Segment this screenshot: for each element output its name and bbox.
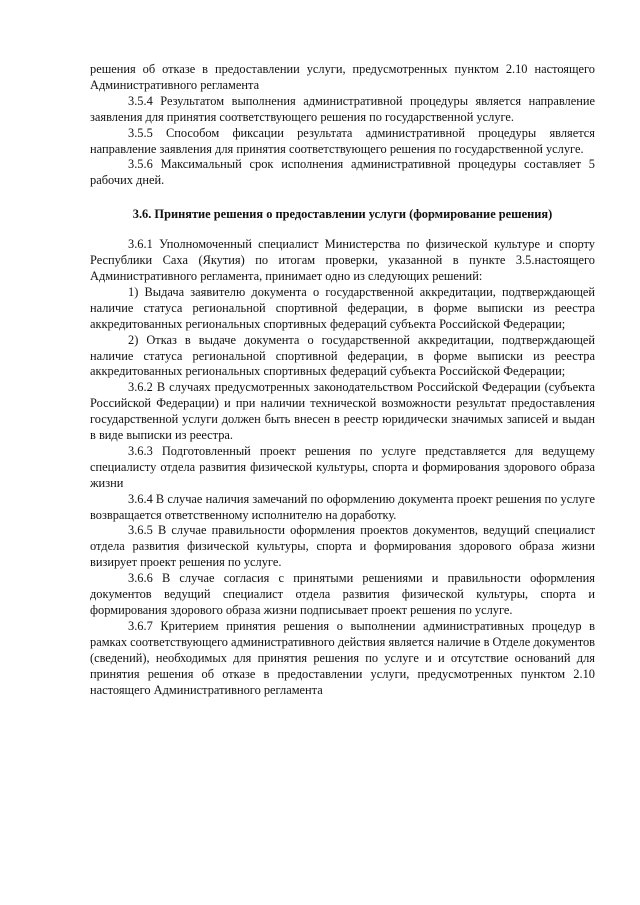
- section-heading: 3.6. Принятие решения о предоставлении услуги (формирование решения): [132, 207, 553, 222]
- paragraph-3-6-6: 3.6.6 В случае согласия с принятыми решениями и правильности оформления документов ведущий специалист отдела развития физической культуры, спорта и формирования здорового образа жизни подписывает проект решения по услуге.: [90, 571, 595, 617]
- paragraph-3-5-6: 3.5.6 Максимальный срок исполнения административной процедуры составляет 5 рабочих дней.: [90, 157, 595, 188]
- paragraph-3-6-1: 3.6.1 Уполномоченный специалист Министерства по физической культуре и спорту Республики Саха (Якутия) по итогам проверки, указанной в пункте 3.5.настоящего Административного регламента, принимает одно из следующих решений:: [90, 237, 595, 283]
- paragraph-3-6-7: 3.6.7 Критерием принятия решения о выполнении административных процедур в рамках соответствующего административного действия является наличие в Отделе документов (сведений), необходимых для принятия решения по услуге и и отсутствие оснований для принятия решения об отказе в предоставлении услуги, предусмотренных пунктом 2.10 настоящего Административного регламента: [90, 618, 595, 697]
- document-page: [90, 62, 595, 698]
- paragraph-item-2: 2) Отказ в выдаче документа о государственной аккредитации, подтверждающей наличие статуса региональной спортивной федерации, в форме выписки из реестра аккредитованных региональных спортивных федераций субъекта Российской Федерации;: [90, 332, 595, 379]
- paragraph-3-6-4: 3.6.4 В случае наличия замечаний по оформлению документа проект решения по услуге возвращается ответственному исполнителю на доработку.: [90, 491, 595, 522]
- paragraph-item-1: 1) Выдача заявителю документа о государственной аккредитации, подтверждающей наличие статуса региональной спортивной федерации, в форме выписки из реестра аккредитованных региональных спортивных федераций субъекта Российской Федерации;: [90, 284, 595, 331]
- paragraph-3-6-5: 3.6.5 В случае правильности оформления проектов документов, ведущий специалист отдела развития физической культуры, спорта и формирования здорового образа жизни визирует проект решения по услуге.: [90, 523, 595, 570]
- paragraph-3-5-4: 3.5.4 Результатом выполнения административной процедуры является направление заявления для принятия соответствующего решения по государственной услуге.: [90, 93, 595, 124]
- paragraph-continuation: решения об отказе в предоставлении услуги, предусмотренных пунктом 2.10 настоящего Административного регламента: [90, 62, 595, 92]
- paragraph-3-5-5: 3.5.5 Способом фиксации результата административной процедуры является направление заявления для принятия соответствующего решения по государственной услуге.: [90, 125, 595, 156]
- paragraph-3-6-3: 3.6.3 Подготовленный проект решения по услуге представляется для ведущему специалисту отдела развития физической культуры, спорта и формирования здорового образа жизни: [90, 443, 595, 490]
- paragraph-3-6-2: 3.6.2 В случаях предусмотренных законодательством Российской Федерации (субъекта Российской Федерации) и при наличии технической возможности результат предоставления государственной услуги должен быть внесен в реестр юридически значимых записей и выдан в виде выписки из реестра.: [90, 380, 595, 443]
